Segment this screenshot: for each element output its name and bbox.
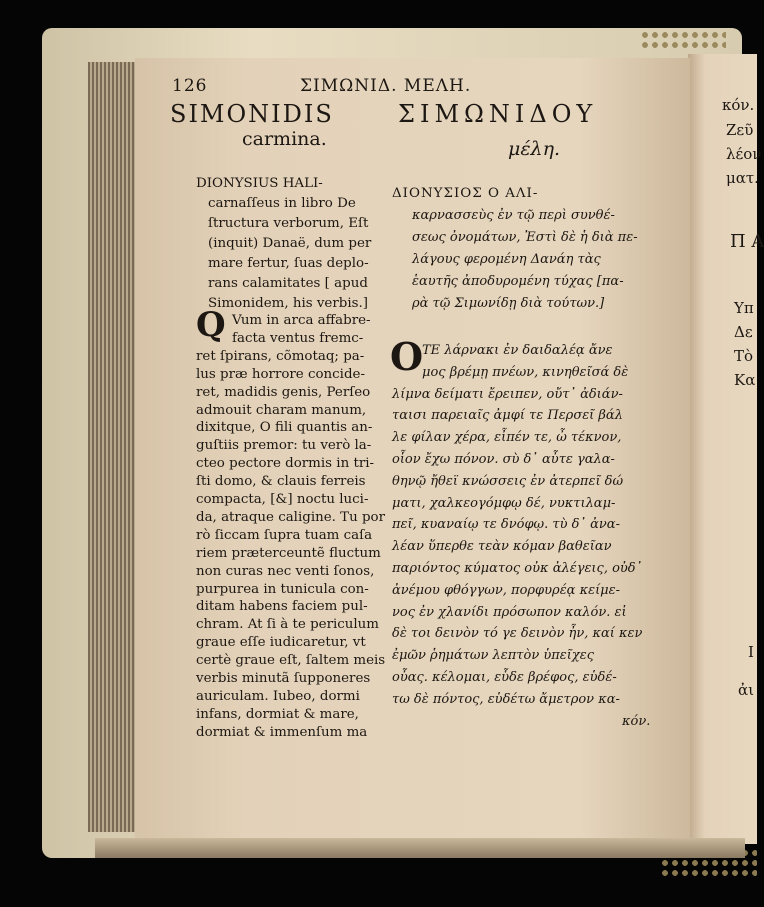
greek-poem-line: κόν. (622, 713, 651, 729)
facing-page-fragment: Υπ (734, 299, 754, 317)
latin-poem-line: non curas nec venti ſonos, (196, 563, 375, 579)
latin-poem-line: ſti domo, & clauis ferreis (196, 474, 366, 490)
facing-page-fragment: Δε (734, 323, 753, 341)
latin-intro-line: carnaſſeus in libro De (208, 196, 356, 211)
latin-poem-line: infans, dormiat & mare, (196, 706, 359, 722)
latin-poem-line: facta ventus fremc- (232, 330, 364, 346)
facing-page-fragment: λέον (726, 145, 762, 163)
greek-poem-line: λε φίλαν χέρα, εἶπέν τε, ὦ τέκνον, (392, 430, 622, 446)
greek-intro-line: καρνασσεὺς ἐν τῷ περὶ συνθέ- (412, 208, 615, 223)
latin-poem-line: dormiat & immenſum ma (196, 724, 368, 740)
greek-poem-line: ματι, χαλκεογόμφῳ δέ, νυκτιλαμ- (392, 495, 616, 511)
latin-poem-line: Vum in arca affabre- (232, 313, 371, 328)
latin-poem-line: ret ſpirans, cõmotaq; pa- (196, 348, 365, 364)
latin-intro-line: mare fertur, ſuas deplo- (208, 256, 369, 271)
latin-intro-line: rans calamitates [ apud (208, 276, 368, 291)
running-head: ΣΙΜΩΝΙΔ. ΜΕΛΗ. (300, 76, 472, 96)
latin-poem-line: auriculam. Iubeo, dormi (196, 688, 360, 704)
greek-poem-line: τω δὲ πόντος, εὑδέτω ἄμετρον κα- (392, 691, 620, 707)
tassel-top (640, 30, 726, 50)
latin-poem-line: chram. At ſi à te periculum (196, 617, 379, 633)
latin-poem-line: admouit charam manum, (196, 402, 367, 418)
greek-poem-line: λίμνα δείματι ἔρειπεν, οὔτ᾽ ἀδιάν- (392, 386, 623, 402)
greek-poem-line: θηνῷ ἤθεϊ κνώσσεις ἐν ἀτερπεῖ δώ (392, 473, 624, 489)
facing-page-fragment: ἀι (738, 681, 755, 699)
latin-intro-line: Simonidem, his verbis.] (208, 296, 368, 311)
latin-poem-line: da, atraque caligine. Tu por (196, 509, 386, 525)
greek-intro-line: ρὰ τῷ Σιμωνίδῃ διὰ τούτων.] (412, 296, 605, 311)
latin-poem-line: lus præ horrore concide- (196, 366, 365, 382)
latin-poem-line: purpurea in tunicula con- (196, 581, 369, 597)
page-stack (88, 62, 138, 832)
greek-poem-line: οὖας. κέλομαι, εὗδε βρέφος, εὑδέ- (392, 670, 617, 685)
latin-poem-line: guſtiis premor: tu verò la- (196, 438, 372, 454)
facing-page-fragment: κόν. (722, 96, 755, 114)
facing-page-fragment: Π Α (730, 231, 764, 252)
facing-page-fragment: Ι (748, 643, 754, 661)
latin-poem-line: graue eſſe iudicaretur, vt (196, 635, 366, 651)
latin-poem-line: dixitque, O fili quantis an- (196, 420, 373, 436)
greek-intro-line: ἑαυτῆς ἀποδυρομένη τύχας [πα- (412, 274, 624, 289)
greek-intro-line: σεως ὀνομάτων, Ἐστὶ δὲ ἡ διὰ πε- (412, 230, 638, 245)
greek-poem-line: οἷον ἔχω πόνον. σὺ δ᾽ αὖτε γαλα- (392, 452, 615, 467)
latin-poem-line: certè graue eſt, ſaltem meis (196, 653, 386, 669)
latin-poem-line: compacta, [&] noctu luci- (196, 492, 369, 507)
latin-poem-line: riem præterceuntẽ fluctum (196, 545, 381, 561)
page-bottom-edge (95, 838, 745, 858)
subtitle-greek: μέλη. (508, 138, 561, 160)
subtitle-latin: carmina. (242, 128, 327, 150)
greek-poem-line: νος ἐν χλανίδι πρόσωπον καλόν. εἰ (392, 604, 627, 620)
latin-intro-line: (inquit) Danaë, dum per (208, 236, 372, 251)
latin-drop-cap: Q (196, 305, 226, 345)
title-greek: ΣΙΜΩΝΙΔΟΥ (398, 100, 598, 128)
latin-poem-line: verbis minutã ſupponeres (196, 671, 371, 686)
facing-page-fragment: Τὸ (734, 347, 754, 365)
greek-intro-line: λάγους φερομένη Δανάη τὰς (412, 252, 601, 267)
greek-poem-line: μος βρέμῃ πνέων, κινηθεῖσά δὲ (422, 364, 629, 380)
latin-intro-line: DIONYSIUS HALI- (196, 176, 323, 191)
greek-drop-cap: Ο (390, 334, 424, 379)
greek-intro-line: ΔΙΟΝΥΣΙΟΣ Ο ΑΛΙ- (392, 186, 539, 201)
latin-poem-line: cteo pectore dormis in tri- (196, 456, 375, 472)
latin-poem-line: ret, madidis genis, Perſeo (196, 384, 371, 400)
facing-page-fragment: Κα (734, 371, 756, 389)
greek-poem-line: ΤΕ λάρνακι ἐν δαιδαλέᾳ ἄνε (422, 343, 613, 358)
greek-poem-line: πεῖ, κυαναίῳ τε δνόφῳ. τὺ δ᾽ ἀνα- (392, 517, 620, 533)
greek-poem-line: λέαν ὕπερθε τεὰν κόμαν βαθεῖαν (392, 539, 612, 555)
greek-poem-line: παριόντος κύματος οὐκ ἀλέγεις, οὐδ᾽ (392, 561, 643, 576)
latin-poem-line: ditam habens faciem pul- (196, 599, 368, 615)
facing-page-fragment: ματ. (726, 169, 759, 187)
greek-poem-line: ταισι παρειαῖς ἀμφί τε Περσεῖ βάλ (392, 408, 623, 424)
title-latin: SIMONIDIS (170, 100, 334, 128)
greek-poem-line: ἐμῶν ῥημάτων λεπτὸν ὑπεῖχες (392, 648, 595, 664)
latin-intro-line: ſtructura verborum, Eſt (208, 216, 369, 231)
greek-poem-line: δὲ τοι δεινὸν τό γε δεινὸν ἦν, καί κεν (392, 626, 643, 642)
latin-poem-line: rò ſiccam ſupra tuam caſa (196, 527, 373, 543)
page-number: 126 (172, 76, 208, 96)
greek-poem-line: ἀνέμου φθόγγων, πορφυρέᾳ κείμε- (392, 582, 620, 598)
facing-page-fragment: Ζεῦ (726, 121, 754, 139)
